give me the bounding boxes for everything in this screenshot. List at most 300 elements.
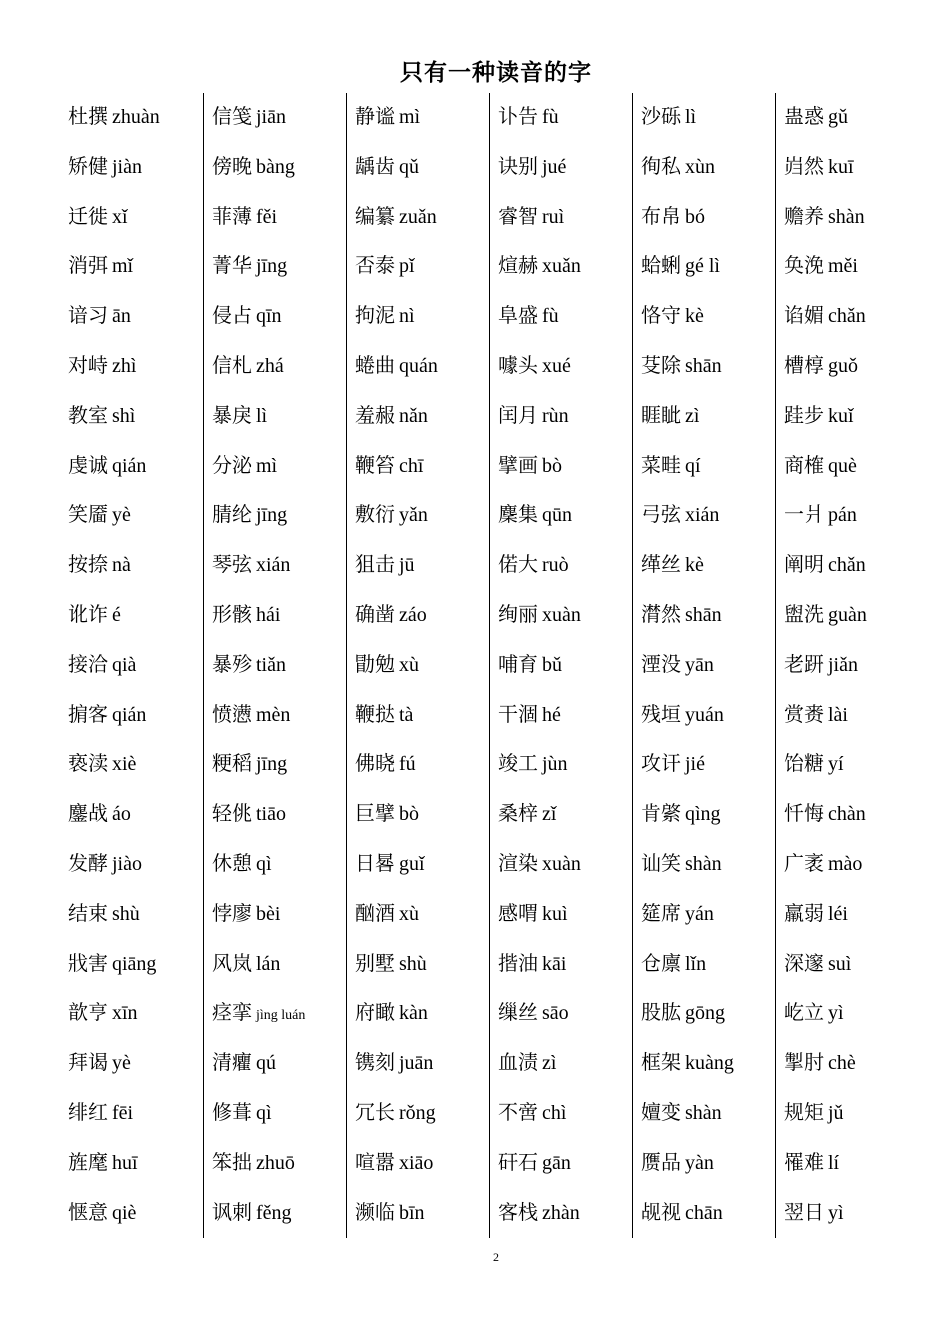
word-text: 教室 <box>68 402 108 427</box>
word-text: 不啻 <box>498 1099 538 1124</box>
word-text: 客栈 <box>498 1199 538 1224</box>
word-entry <box>641 292 775 342</box>
pinyin-text: yǎn <box>399 504 428 527</box>
pinyin-text: jīng <box>256 255 288 278</box>
pinyin-text: mì <box>256 454 278 477</box>
pinyin-text: pán <box>828 504 857 527</box>
pinyin-text: zhuàn <box>112 106 160 128</box>
pinyin-text: shàn <box>685 1101 722 1124</box>
word-text: 讪笑 <box>641 850 681 875</box>
pinyin-text: fěng <box>256 1201 292 1224</box>
word-entry <box>212 242 346 292</box>
word-text: 偌大 <box>498 552 538 577</box>
word-entry <box>355 392 489 442</box>
word-entry <box>784 541 918 591</box>
word-entry <box>641 790 775 840</box>
word-column <box>489 93 632 1238</box>
word-text: 狙击 <box>355 552 395 577</box>
pinyin-text: hé <box>542 703 561 726</box>
pinyin-text: léi <box>828 902 848 925</box>
pinyin-text: quán <box>399 354 438 377</box>
word-text: 旌麾 <box>68 1149 108 1174</box>
word-entry <box>784 1089 918 1139</box>
pinyin-text: qí <box>685 454 701 477</box>
pinyin-text: xǐ <box>112 205 128 228</box>
pinyin-text: zhàn <box>542 1201 580 1224</box>
word-text: 鞭挞 <box>355 701 395 726</box>
word-entry <box>498 740 632 790</box>
word-text: 蛤蜊 <box>641 253 681 278</box>
word-text: 深邃 <box>784 950 824 975</box>
word-text: 佛晓 <box>355 751 395 776</box>
pinyin-text: guǐ <box>399 852 425 875</box>
word-text: 鏖战 <box>68 801 108 826</box>
word-entry <box>784 342 918 392</box>
pinyin-text: yì <box>828 1201 844 1224</box>
word-text: 阐明 <box>784 552 824 577</box>
word-text: 信札 <box>212 352 252 377</box>
pinyin-text: mào <box>828 852 863 875</box>
word-text: 确凿 <box>355 601 395 626</box>
word-text: 芟除 <box>641 352 681 377</box>
word-entry <box>212 143 346 193</box>
word-entry <box>68 491 203 541</box>
word-text: 痉挛 <box>212 1000 252 1025</box>
pinyin-text: zì <box>685 404 700 427</box>
word-text: 巨擘 <box>355 801 395 826</box>
word-entry <box>641 442 775 492</box>
word-entry <box>498 890 632 940</box>
word-entry <box>68 1189 203 1239</box>
pinyin-text: shù <box>399 952 427 975</box>
pinyin-text: kè <box>685 305 704 328</box>
pinyin-text: fēi <box>112 1101 134 1124</box>
word-entry <box>498 392 632 442</box>
word-column <box>203 93 346 1238</box>
word-entry <box>68 541 203 591</box>
word-text: 戕害 <box>68 950 108 975</box>
pinyin-text: nà <box>112 554 131 577</box>
word-entry <box>641 1189 775 1239</box>
word-entry <box>68 242 203 292</box>
pinyin-text: shù <box>112 902 140 925</box>
word-text: 羞赧 <box>355 402 395 427</box>
pinyin-text: jùn <box>542 753 568 776</box>
word-text: 谙习 <box>68 303 108 328</box>
pinyin-text: shàn <box>685 852 722 875</box>
word-text: 赏赉 <box>784 701 824 726</box>
pinyin-text: kuī <box>828 155 854 178</box>
word-column <box>60 93 203 1238</box>
word-text: 布帛 <box>641 203 681 228</box>
pinyin-text: mǐ <box>112 255 134 278</box>
word-entry <box>498 93 632 143</box>
word-entry <box>641 740 775 790</box>
pinyin-text: chǎn <box>828 305 866 328</box>
pinyin-text: ruò <box>542 554 569 577</box>
word-text: 规矩 <box>784 1099 824 1124</box>
word-text: 侵占 <box>212 303 252 328</box>
word-entry <box>641 242 775 292</box>
word-text: 潸然 <box>641 601 681 626</box>
word-text: 老趼 <box>784 651 824 676</box>
pinyin-text: mì <box>399 106 421 128</box>
word-text: 酗酒 <box>355 900 395 925</box>
word-entry <box>212 840 346 890</box>
word-entry <box>68 143 203 193</box>
word-text: 结束 <box>68 900 108 925</box>
word-entry <box>68 591 203 641</box>
word-text: 敷衍 <box>355 502 395 527</box>
word-entry <box>498 940 632 990</box>
word-entry <box>641 940 775 990</box>
word-text: 惬意 <box>68 1199 108 1224</box>
pinyin-text: bàng <box>256 155 295 178</box>
word-entry <box>355 93 489 143</box>
word-entry <box>355 1039 489 1089</box>
pinyin-text: jū <box>399 554 415 577</box>
pinyin-text: qīn <box>256 305 282 328</box>
pinyin-text: rùn <box>542 404 569 427</box>
word-column <box>346 93 489 1238</box>
word-entry <box>68 1089 203 1139</box>
pinyin-text: xīn <box>112 1002 138 1025</box>
word-entry <box>68 1039 203 1089</box>
word-entry <box>355 989 489 1039</box>
word-text: 悖廖 <box>212 900 252 925</box>
word-text: 湮没 <box>641 651 681 676</box>
pinyin-text: xuàn <box>542 852 581 875</box>
page-number: 2 <box>493 1250 499 1264</box>
word-entry <box>641 342 775 392</box>
word-entry <box>355 342 489 392</box>
pinyin-text: chàn <box>828 803 866 826</box>
word-entry <box>784 143 918 193</box>
pinyin-text: ruì <box>542 205 565 228</box>
word-text: 濒临 <box>355 1199 395 1224</box>
word-text: 掣肘 <box>784 1050 824 1075</box>
word-text: 菲薄 <box>212 203 252 228</box>
word-text: 徇私 <box>641 153 681 178</box>
word-entry <box>212 591 346 641</box>
word-entry <box>498 193 632 243</box>
word-entry <box>212 940 346 990</box>
pinyin-text: nì <box>399 305 415 328</box>
word-entry <box>212 442 346 492</box>
pinyin-text: kuì <box>542 902 568 925</box>
pinyin-text: huī <box>112 1151 138 1174</box>
word-text: 修葺 <box>212 1099 252 1124</box>
word-entry <box>498 1089 632 1139</box>
word-entry <box>641 840 775 890</box>
word-text: 翌日 <box>784 1199 824 1224</box>
pinyin-text: kè <box>685 554 704 577</box>
word-entry <box>212 491 346 541</box>
pinyin-text: qì <box>256 852 272 875</box>
pinyin-text: qiè <box>112 1201 137 1224</box>
word-entry <box>212 1089 346 1139</box>
pinyin-text: chī <box>399 454 424 477</box>
pinyin-text: qián <box>112 703 147 726</box>
word-text: 筵席 <box>641 900 681 925</box>
pinyin-text: lǐn <box>685 952 707 975</box>
word-text: 菜畦 <box>641 452 681 477</box>
word-text: 琴弦 <box>212 552 252 577</box>
word-entry <box>784 193 918 243</box>
word-entry <box>212 691 346 741</box>
pinyin-text: xiè <box>112 753 137 776</box>
pinyin-text: yán <box>685 902 714 925</box>
word-text: 菁华 <box>212 253 252 278</box>
pinyin-text: zuǎn <box>399 205 437 228</box>
word-entry <box>355 641 489 691</box>
word-entry <box>784 491 918 541</box>
word-entry <box>212 1139 346 1189</box>
pinyin-text: xuǎn <box>542 255 581 278</box>
word-entry <box>68 193 203 243</box>
word-text: 喧嚣 <box>355 1149 395 1174</box>
word-text: 恪守 <box>641 303 681 328</box>
pinyin-text: é <box>112 603 121 626</box>
word-text: 对峙 <box>68 352 108 377</box>
pinyin-text: jìng luán <box>256 1008 306 1024</box>
word-entry <box>784 242 918 292</box>
word-entry <box>355 790 489 840</box>
word-entry <box>784 442 918 492</box>
word-entry <box>641 691 775 741</box>
word-entry <box>355 143 489 193</box>
pinyin-text: qiāng <box>112 952 157 975</box>
pinyin-text: tiǎn <box>256 653 286 676</box>
word-text: 虔诚 <box>68 452 108 477</box>
word-text: 缫丝 <box>498 1000 538 1025</box>
word-column <box>632 93 775 1238</box>
pinyin-text: zhì <box>112 354 137 377</box>
word-text: 拜谒 <box>68 1050 108 1075</box>
pinyin-text: guàn <box>828 603 867 626</box>
word-text: 拘泥 <box>355 303 395 328</box>
pinyin-text: záo <box>399 603 427 626</box>
word-entry <box>641 989 775 1039</box>
word-entry <box>68 292 203 342</box>
word-entry <box>641 591 775 641</box>
word-entry <box>68 989 203 1039</box>
pinyin-text: jié <box>685 753 705 776</box>
word-text: 睚眦 <box>641 402 681 427</box>
pinyin-text: jīng <box>256 504 288 527</box>
pinyin-text: hái <box>256 603 281 626</box>
word-text: 诀别 <box>498 153 538 178</box>
word-text: 掮客 <box>68 701 108 726</box>
word-text: 勖勉 <box>355 651 395 676</box>
pinyin-text: xué <box>542 354 571 377</box>
word-text: 睿智 <box>498 203 538 228</box>
word-entry <box>355 940 489 990</box>
word-entry <box>784 93 918 143</box>
word-entry <box>212 890 346 940</box>
word-entry <box>68 740 203 790</box>
word-entry <box>641 143 775 193</box>
word-text: 噱头 <box>498 352 538 377</box>
word-text: 分泌 <box>212 452 252 477</box>
word-entry <box>355 491 489 541</box>
pinyin-text: tà <box>399 703 414 726</box>
page-title: 只有一种读音的字 <box>400 59 592 86</box>
word-text: 残垣 <box>641 701 681 726</box>
pinyin-text: yì <box>828 1002 844 1025</box>
pinyin-text: qìng <box>685 803 721 826</box>
pinyin-text: kuàng <box>685 1052 734 1075</box>
word-entry <box>355 1089 489 1139</box>
word-text: 亵渎 <box>68 751 108 776</box>
word-entry <box>212 1039 346 1089</box>
word-text: 杜撰 <box>68 104 108 128</box>
word-text: 蛊惑 <box>784 104 824 128</box>
word-entry <box>784 890 918 940</box>
vocabulary-grid <box>60 93 918 1238</box>
word-text: 觇视 <box>641 1199 681 1224</box>
word-entry <box>498 491 632 541</box>
pinyin-text: bó <box>685 205 705 228</box>
pinyin-text: yuán <box>685 703 724 726</box>
word-text: 龋齿 <box>355 153 395 178</box>
word-entry <box>498 641 632 691</box>
pinyin-text: shàn <box>828 205 865 228</box>
word-text: 腈纶 <box>212 502 252 527</box>
word-entry <box>641 1039 775 1089</box>
word-text: 框架 <box>641 1050 681 1075</box>
pinyin-text: lán <box>256 952 281 975</box>
word-entry <box>641 541 775 591</box>
word-entry <box>784 292 918 342</box>
word-entry <box>784 1189 918 1239</box>
word-text: 闰月 <box>498 402 538 427</box>
word-entry <box>784 1039 918 1089</box>
word-text: 发酵 <box>68 850 108 875</box>
word-text: 日晷 <box>355 850 395 875</box>
word-text: 别墅 <box>355 950 395 975</box>
pinyin-text: chì <box>542 1101 567 1124</box>
word-entry <box>355 840 489 890</box>
pinyin-text: xùn <box>685 155 715 178</box>
pinyin-text: gōng <box>685 1002 725 1025</box>
word-text: 信笺 <box>212 104 252 128</box>
word-entry <box>68 890 203 940</box>
word-text: 嬗变 <box>641 1099 681 1124</box>
word-entry <box>68 641 203 691</box>
word-entry <box>68 342 203 392</box>
word-entry <box>355 890 489 940</box>
word-entry <box>68 691 203 741</box>
word-text: 绚丽 <box>498 601 538 626</box>
word-entry <box>498 989 632 1039</box>
word-text: 风岚 <box>212 950 252 975</box>
word-text: 鞭笞 <box>355 452 395 477</box>
word-entry <box>498 143 632 193</box>
word-entry <box>784 591 918 641</box>
word-entry <box>784 1139 918 1189</box>
pinyin-text: qǔ <box>399 155 419 178</box>
word-entry <box>212 740 346 790</box>
pinyin-text: zhá <box>256 354 284 377</box>
word-entry <box>355 1139 489 1189</box>
word-text: 屹立 <box>784 1000 824 1025</box>
pinyin-text: xián <box>685 504 720 527</box>
word-entry <box>784 840 918 890</box>
word-entry <box>498 1039 632 1089</box>
pinyin-text: zhuō <box>256 1151 295 1174</box>
word-text: 蜷曲 <box>355 352 395 377</box>
word-text: 府瞰 <box>355 1000 395 1025</box>
word-text: 奂浼 <box>784 253 824 278</box>
word-text: 迁徙 <box>68 203 108 228</box>
pinyin-text: kuǐ <box>828 404 854 427</box>
pinyin-text: jǔ <box>828 1101 844 1124</box>
word-text: 愤懑 <box>212 701 252 726</box>
pinyin-text: chǎn <box>828 554 866 577</box>
word-text: 形骸 <box>212 601 252 626</box>
pinyin-text: gé lì <box>685 255 720 278</box>
word-text: 歆亨 <box>68 1000 108 1025</box>
word-entry <box>641 890 775 940</box>
pinyin-text: gǔ <box>828 106 848 128</box>
word-text: 冗长 <box>355 1099 395 1124</box>
pinyin-text: jué <box>542 155 567 178</box>
word-entry <box>784 392 918 442</box>
word-text: 接洽 <box>68 651 108 676</box>
word-text: 罹难 <box>784 1149 824 1174</box>
word-entry <box>784 940 918 990</box>
pinyin-text: gān <box>542 1151 571 1174</box>
word-entry <box>498 541 632 591</box>
word-entry <box>212 989 346 1039</box>
word-text: 哺育 <box>498 651 538 676</box>
pinyin-text: yè <box>112 504 131 527</box>
word-text: 消弭 <box>68 253 108 278</box>
word-text: 讣告 <box>498 104 538 128</box>
word-entry <box>212 392 346 442</box>
pinyin-text: měi <box>828 255 858 278</box>
word-text: 一爿 <box>784 502 824 527</box>
word-text: 傍晚 <box>212 153 252 178</box>
word-entry <box>498 840 632 890</box>
word-entry <box>355 1189 489 1239</box>
word-text: 仓廪 <box>641 950 681 975</box>
pinyin-text: mèn <box>256 703 291 726</box>
pinyin-text: lì <box>685 106 697 128</box>
word-entry <box>212 541 346 591</box>
pinyin-text: qián <box>112 454 147 477</box>
word-entry <box>784 989 918 1039</box>
pinyin-text: jiào <box>112 852 142 875</box>
word-text: 镌刻 <box>355 1050 395 1075</box>
pinyin-text: chān <box>685 1201 723 1224</box>
pinyin-text: fěi <box>256 205 278 228</box>
word-entry <box>212 342 346 392</box>
word-entry <box>641 193 775 243</box>
word-entry <box>212 93 346 143</box>
pinyin-text: qūn <box>542 504 572 527</box>
word-text: 血渍 <box>498 1050 538 1075</box>
pinyin-text: jiān <box>256 106 286 128</box>
word-text: 矫健 <box>68 153 108 178</box>
pinyin-text: yān <box>685 653 714 676</box>
word-entry <box>498 442 632 492</box>
word-text: 暴殄 <box>212 651 252 676</box>
word-entry <box>355 591 489 641</box>
word-entry <box>641 93 775 143</box>
word-text: 攻讦 <box>641 751 681 776</box>
